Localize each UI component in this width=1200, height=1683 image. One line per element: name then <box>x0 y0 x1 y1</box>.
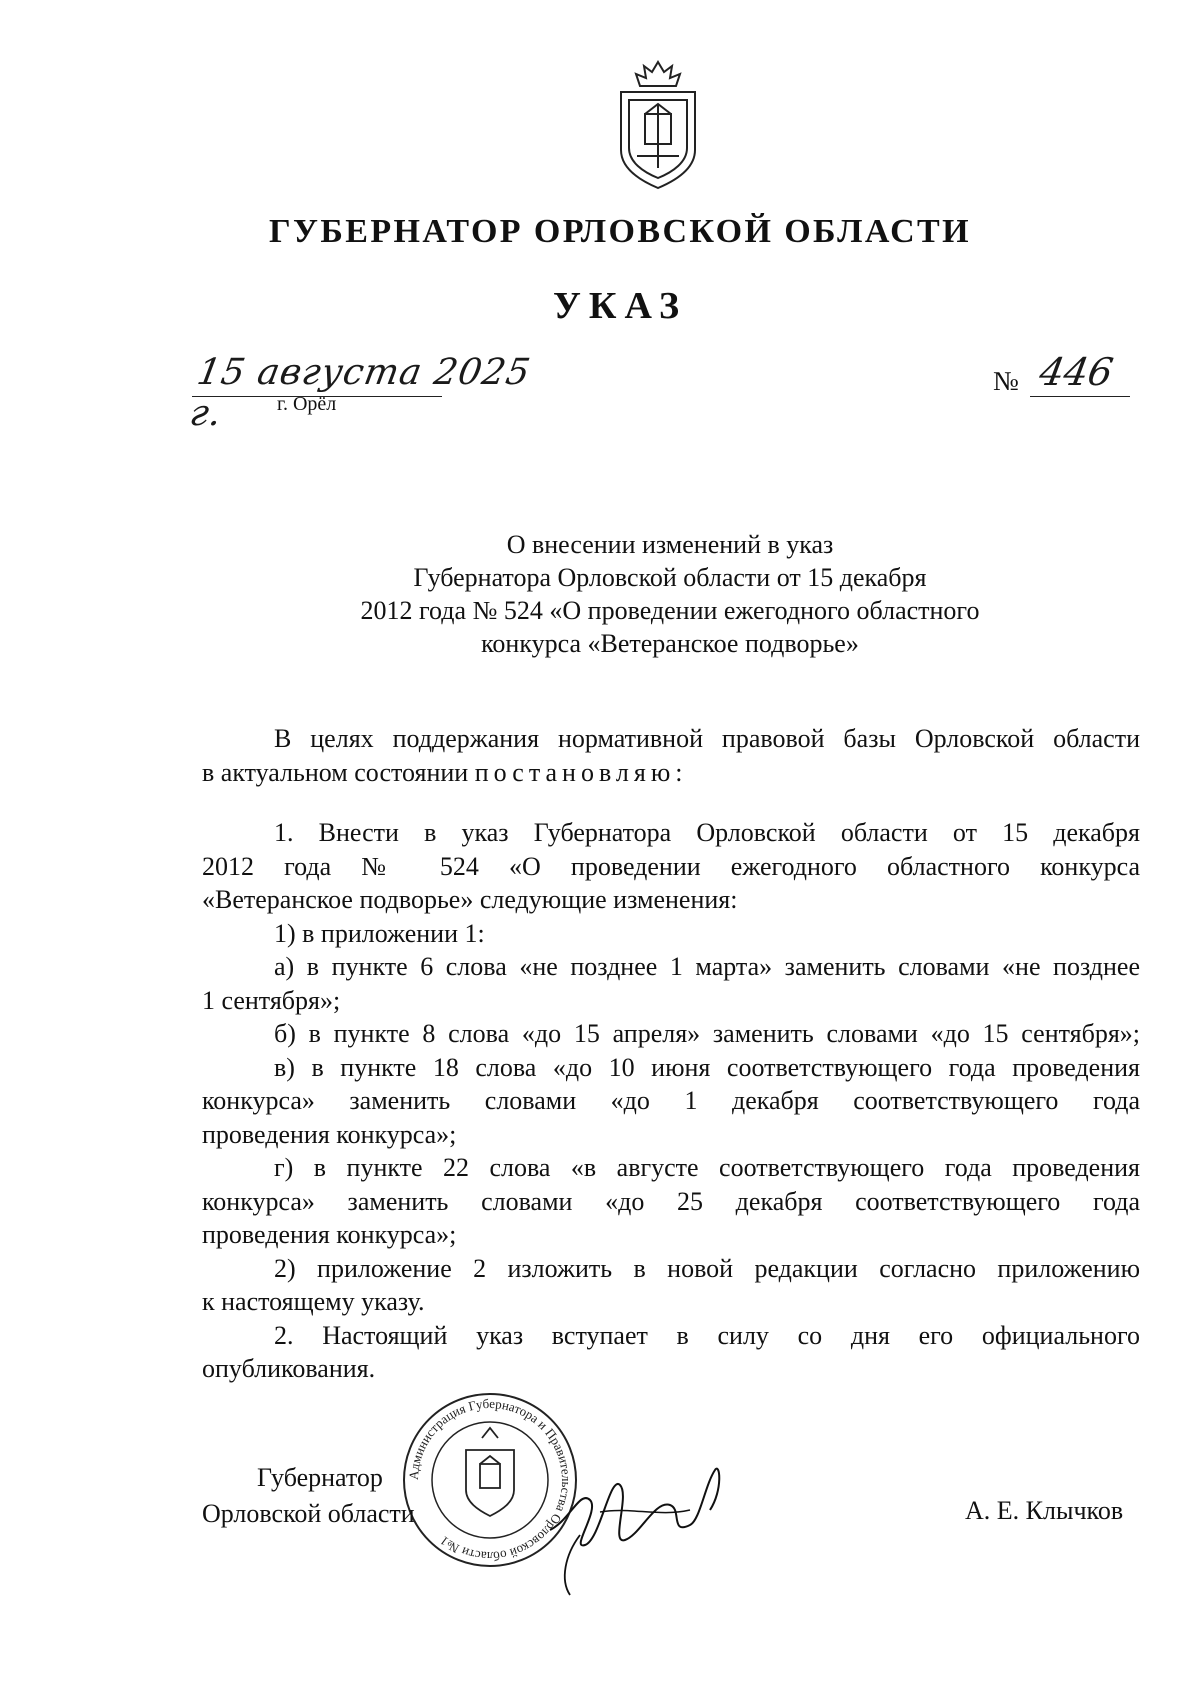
coat-of-arms-icon <box>607 58 709 194</box>
subject-line: 2012 года № 524 «О проведении ежегодного областного <box>360 596 980 625</box>
body-line: проведения конкурса»; <box>202 1119 457 1149</box>
signatory-title <box>202 1460 415 1532</box>
body-line: 1 сентября»; <box>202 985 341 1015</box>
decree-subject <box>300 528 1040 660</box>
decree-number: 446 <box>1036 350 1117 394</box>
number-sign: № <box>993 366 1019 396</box>
body-line: 2. Настоящий указ вступает в силу со дня его официального <box>274 1320 1140 1350</box>
body-line: конкурса» заменить словами «до 1 декабря соответствующего года <box>202 1086 1140 1115</box>
issuing-authority: ГУБЕРНАТОР ОРЛОВСКОЙ ОБЛАСТИ <box>269 213 971 250</box>
body-line: в) в пункте 18 слова «до 10 июня соответствующего года проведения <box>274 1052 1140 1082</box>
body-line: к настоящему указу. <box>202 1287 425 1316</box>
body-line: г) в пункте 22 слова «в августе соответствующего года проведения <box>274 1153 1140 1182</box>
subject-line: О внесении изменений в указ <box>506 530 834 559</box>
operative-word: постановляю: <box>474 757 688 787</box>
seal-text: Администрация Губернатора и Правительства Орловской области №1 <box>405 1395 575 1565</box>
handwritten-signature <box>540 1420 740 1600</box>
subject-line: конкурса «Ветеранское подворье» <box>481 629 859 658</box>
body-line: 1. Внести в указ Губернатора Орловской области от 15 декабря <box>274 818 1140 847</box>
preamble-text: в актуальном состоянии <box>202 757 475 787</box>
issue-city: г. Орёл <box>277 393 337 415</box>
preamble-line: В целях поддержания нормативной правовой базы Орловской области <box>274 724 1140 753</box>
number-underline <box>1030 396 1130 397</box>
body-line: 2) приложение 2 изложить в новой редакции согласно приложению <box>274 1253 1140 1283</box>
subject-line: Губернатора Орловской области от 15 декабря <box>413 563 927 592</box>
body-line: а) в пункте 6 слова «не позднее 1 марта» заменить словами «не позднее <box>274 952 1140 981</box>
signatory-title-line: Орловской области <box>202 1499 415 1528</box>
body-line: 1) в приложении 1: <box>274 918 485 948</box>
body-line: 2012 года № 524 «О проведении ежегодного областного конкурса <box>202 851 1140 881</box>
body-line: опубликования. <box>202 1354 376 1383</box>
body-line: «Ветеранское подворье» следующие изменения: <box>202 885 738 914</box>
body-line: б) в пункте 8 слова «до 15 апреля» заменить словами «до 15 сентября»; <box>274 1019 1140 1048</box>
document-type: УКАЗ <box>553 285 687 327</box>
decree-date: 15 августа 2025 г. <box>186 352 534 434</box>
body-line: проведения конкурса»; <box>202 1220 457 1249</box>
preamble-line <box>202 756 1140 790</box>
signatory-name: А. Е. Клычков <box>965 1496 1124 1525</box>
body-line: конкурса» заменить словами «до 25 декабря соответствующего года <box>202 1186 1140 1216</box>
decree-body <box>202 722 1140 1386</box>
signatory-title-line: Губернатор <box>257 1463 383 1492</box>
